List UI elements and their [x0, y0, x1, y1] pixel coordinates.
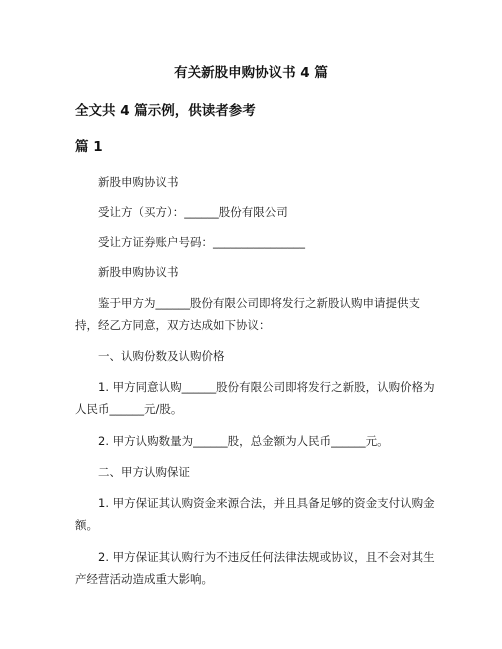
paragraph-clause-1-2: 2. 甲方认购数量为______股，总金额为人民币______元。	[98, 434, 389, 448]
document-subtitle: 全文共 4 篇示例，供读者参考	[75, 103, 256, 119]
section-heading: 篇 1	[75, 139, 103, 155]
paragraph-transferee: 受让方（买方）：______股份有限公司	[98, 205, 288, 219]
paragraph-clause-2-2: 2. 甲方保证其认购行为不违反任何法律法规或协议，且不会对其生产经营活动造成重大影响。	[75, 550, 435, 586]
paragraph-agreement-title-2: 新股申购协议书	[98, 265, 179, 279]
paragraph-preamble: 鉴于甲方为______股份有限公司即将发行之新股认购申请提供支持，经乙方同意，双方达成如下协议：	[75, 296, 420, 332]
paragraph-heading-2: 二、甲方认购保证	[98, 465, 190, 479]
paragraph-account-number: 受让方证券账户号码：________________	[98, 235, 305, 249]
paragraph-clause-2-1: 1. 甲方保证其认购资金来源合法，并且具备足够的资金支付认购金额。	[75, 496, 435, 532]
paragraph-agreement-title: 新股申购协议书	[98, 175, 179, 189]
document-title: 有关新股申购协议书 4 篇	[174, 65, 328, 81]
paragraph-clause-1-1: 1. 甲方同意认购______股份有限公司即将发行之新股，认购价格为人民币______元/股。	[75, 380, 435, 416]
paragraph-heading-1: 一、认购份数及认购价格	[98, 349, 225, 363]
